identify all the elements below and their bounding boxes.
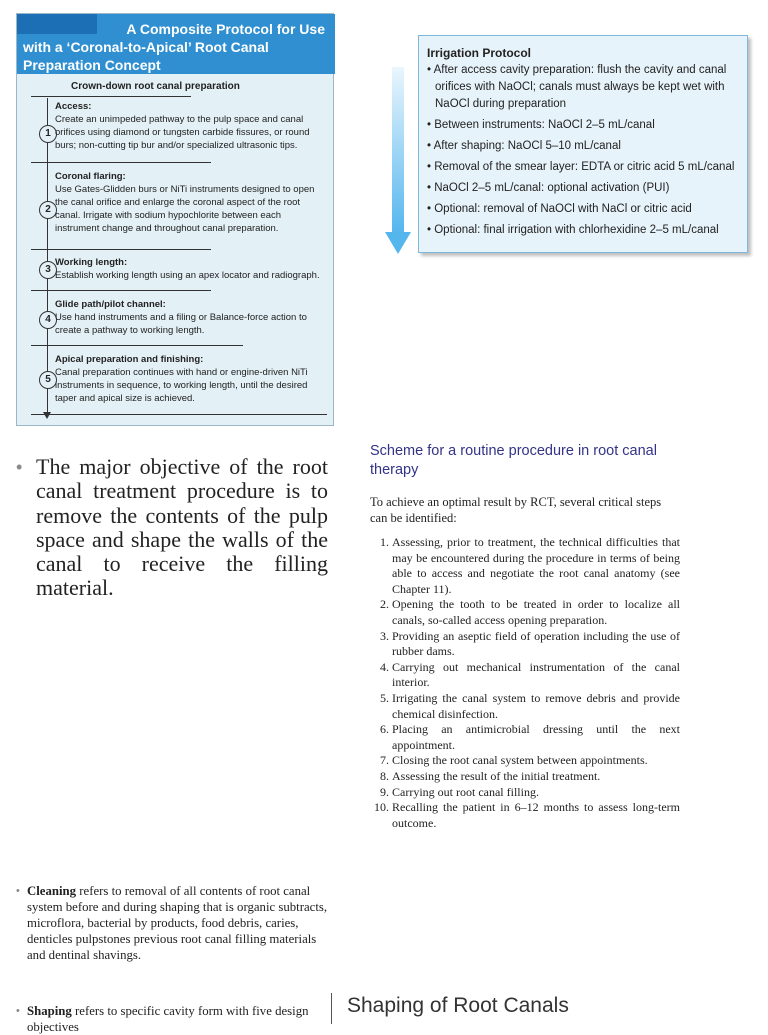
down-arrow-icon xyxy=(392,67,404,233)
shaping-text: Shaping refers to specific cavity form with five design objectives xyxy=(27,1004,309,1034)
scheme-intro: To achieve an optimal result by RCT, several critical steps can be identified: xyxy=(370,495,662,525)
irrigation-item: • Between instruments: NaOCl 2–5 mL/canal xyxy=(427,117,739,134)
bullet-icon: • xyxy=(16,457,23,477)
down-arrow-head-icon xyxy=(385,232,411,254)
divider-line xyxy=(31,414,327,415)
step-text: Use Gates-Glidden burs or NiTi instruments designed to open the canal orifice and enlarge the coronal aspect of the root canal. Irrigate with sodium hypochlorite between each instrument change and throughout canal preparation. xyxy=(55,184,315,234)
composite-protocol-figure xyxy=(16,13,334,426)
step-title: Glide path/pilot channel: xyxy=(55,299,166,310)
irrigation-item: • NaOCl 2–5 mL/canal: optional activation (PUI) xyxy=(427,180,739,197)
objective-text: The major objective of the root canal treatment procedure is to remove the contents of the pulp space and shape the walls of the canal to receive the filling material. xyxy=(36,454,328,601)
cleaning-bullet xyxy=(16,883,328,963)
step-title: Apical preparation and finishing: xyxy=(55,354,204,365)
slide-divider xyxy=(331,993,332,1024)
shaping-bullet xyxy=(16,1003,320,1035)
objective-bullet xyxy=(16,455,328,601)
list-item: 3. Providing an aseptic field of operation including the use of rubber dams. xyxy=(380,628,680,659)
step-number-1: 1 xyxy=(39,125,57,143)
irrigation-protocol-box xyxy=(418,35,748,253)
divider-line xyxy=(31,96,191,97)
step-text: Use hand instruments and a filing or Balance-force action to create a pathway to working length. xyxy=(55,312,307,336)
irrigation-item: • Optional: final irrigation with chlorhexidine 2–5 mL/canal xyxy=(427,222,739,239)
list-item: 1. Assessing, prior to treatment, the technical difficulties that may be encountered during the procedure in terms of being able to access and negotiate the root canal anatomy (see Chapter 11). xyxy=(380,535,680,596)
step-glide-path xyxy=(55,298,327,337)
scheme-steps-list xyxy=(370,535,680,831)
cleaning-text: Cleaning refers to removal of all contents of root canal system before and during shaping that is organic subtracts, microflora, bacterial by products, food debris, caries, denticles pulpstones previous root canal filling materials and dentinal shavings. xyxy=(27,884,328,962)
list-item: 2. Opening the tooth to be treated in order to localize all canals, so-called access opening preparation. xyxy=(380,597,680,627)
shaping-slide-title: Shaping of Root Canals xyxy=(347,994,569,1017)
step-title: Working length: xyxy=(55,257,128,268)
protocol-subtitle: Crown-down root canal preparation xyxy=(71,81,240,92)
step-apical-preparation xyxy=(55,353,327,405)
step-title: Access: xyxy=(55,101,92,112)
bullet-icon: • xyxy=(16,885,20,897)
step-number-2: 2 xyxy=(39,201,57,219)
list-item: 7. Closing the root canal system between appointments. xyxy=(380,753,648,768)
irrigation-item: • After access cavity preparation: flush the cavity and canal orifices with NaOCl; canals must always be kept wet with NaOCl during preparation xyxy=(427,62,739,113)
irrigation-item: • Optional: removal of NaOCl with NaCl or citric acid xyxy=(427,201,739,218)
protocol-header xyxy=(17,14,335,74)
step-text: Canal preparation continues with hand or engine-driven NiTi instruments in sequence, to working length, until the desired taper and apical size is achieved. xyxy=(55,367,308,404)
step-number-4: 4 xyxy=(39,311,57,329)
step-text: Establish working length using an apex locator and radiograph. xyxy=(55,270,320,281)
divider-line xyxy=(31,249,211,250)
step-working-length xyxy=(55,256,327,282)
list-item: 8. Assessing the result of the initial treatment. xyxy=(380,768,601,783)
step-number-3: 3 xyxy=(39,261,57,279)
bullet-icon: • xyxy=(16,1005,20,1017)
list-item: 10. Recalling the patient in 6–12 months to assess long-term outcome. xyxy=(374,800,680,830)
divider-line xyxy=(31,162,211,163)
flow-line xyxy=(47,98,48,414)
irrigation-item: • Removal of the smear layer: EDTA or citric acid 5 mL/canal xyxy=(427,159,739,176)
list-item: 6. Placing an antimicrobial dressing until the next appointment. xyxy=(380,722,680,752)
scheme-title: Scheme for a routine procedure in root canal therapy xyxy=(370,443,657,478)
step-access xyxy=(55,100,327,152)
list-item: 4. Carrying out mechanical instrumentation of the canal interior. xyxy=(380,659,680,690)
step-text: Create an unimpeded pathway to the pulp space and canal orifices using diamond or tungsten carbide fissures, or round burs; non-cutting tip bur and/or specialized ultrasonic tips. xyxy=(55,114,310,151)
irrigation-item: • After shaping: NaOCl 5–10 mL/canal xyxy=(427,138,739,155)
step-number-5: 5 xyxy=(39,371,57,389)
divider-line xyxy=(31,345,243,346)
step-title: Coronal flaring: xyxy=(55,171,126,182)
list-item: 5. Irrigating the canal system to remove debris and provide chemical disinfection. xyxy=(380,690,680,721)
protocol-title: A Composite Protocol for Use with a ‘Coronal-to-Apical’ Root Canal Preparation Concept xyxy=(23,21,325,73)
list-item: 9. Carrying out root canal filling. xyxy=(380,784,539,799)
irrigation-list xyxy=(427,62,739,239)
step-coronal-flaring xyxy=(55,170,327,235)
divider-line xyxy=(31,290,211,291)
irrigation-title: Irrigation Protocol xyxy=(427,46,532,60)
